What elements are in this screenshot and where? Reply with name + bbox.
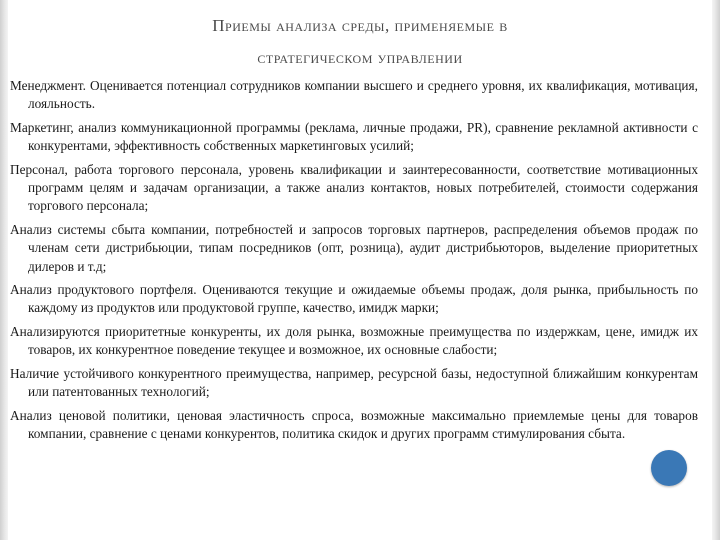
paragraph-competitors: Анализируются приоритетные конкуренты, их доля рынка, возможные преимущества по издержкам, цене, имидж их товаров, их конкурентное поведение текущее и возможное, их основные слабости; — [10, 323, 698, 358]
paragraph-product-portfolio: Анализ продуктового портфеля. Оцениваются текущие и ожидаемые объемы продаж, доля рынка, прибыльность по каждому из продуктов или продуктовой группе, качество, имидж марки; — [10, 282, 698, 316]
slide-number-badge — [651, 450, 687, 486]
paragraph-sales-system: Анализ системы сбыта компании, потребностей и запросов торговых партнеров, распределения объемов продаж по членам сети дистрибьюции, типам посредников (опт, розница), аудит дистрибьюторов, выделение приоритетных дилеров и т.д; — [10, 221, 698, 274]
paragraph-competitive-advantage: Наличие устойчивого конкурентного преимущества, например, ресурсной базы, недоступной ближайшим конкурентам или патентованных технологий; — [10, 365, 698, 400]
slide-title-line-1: Приемы анализа среды, применяемые в — [212, 16, 508, 35]
paragraph-pricing-policy: Анализ ценовой политики, ценовая эластичность спроса, возможные максимально приемлемые цены для товаров компании, сравнение с ценами конкурентов, политика скидок и других программ стимулирования сбыта. — [10, 407, 698, 441]
slide-body — [10, 77, 698, 448]
paragraph-management: Менеджмент. Оценивается потенциал сотрудников компании высшего и среднего уровня, их квалификация, мотивация, лояльность. — [10, 78, 698, 112]
left-border-decoration — [0, 0, 8, 540]
paragraph-marketing: Маркетинг, анализ коммуникационной программы (реклама, личные продажи, PR), сравнение рекламной активности с конкурентами, эффективность собственных маркетинговых усилий; — [10, 119, 698, 154]
paragraph-personnel: Персонал, работа торгового персонала, уровень квалификации и заинтересованности, соответствие мотивационных программ целям и задачам организации, а также анализ контактов, новых потребителей, стоимости содержания торгового персонала; — [10, 161, 698, 214]
slide-title — [40, 10, 680, 74]
slide-title-line-2: стратегическом управлении — [257, 48, 463, 67]
right-border-decoration — [712, 0, 720, 540]
